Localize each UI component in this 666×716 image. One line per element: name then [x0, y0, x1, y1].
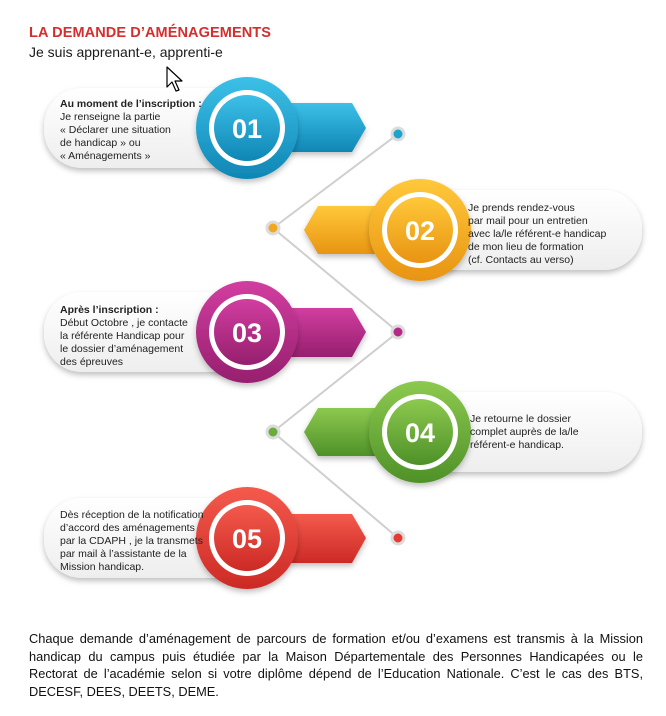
step-03-text	[60, 304, 210, 369]
step-02-text	[468, 202, 638, 267]
page-title: LA DEMANDE D’AMÉNAGEMENTS	[29, 25, 272, 41]
step-number-04: 04	[404, 418, 436, 448]
step-01-text	[60, 98, 210, 163]
page-subtitle: Je suis apprenant-e, apprenti-e	[29, 44, 223, 60]
step-number-01: 01	[231, 114, 263, 144]
step-02-body: Je prends rendez-vous par mail pour un entretien avec la/le référent-e handicap de mon lieu de formation (cf. Contacts au verso)	[468, 202, 607, 266]
step-number-05: 05	[231, 524, 263, 554]
footer-paragraph: Chaque demande d’aménagement de parcours de formation et/ou d’examens est transmis à la Mission handicap du campus puis étudiée par la Maison Départementale des Personnes Handicapées ou le Rectorat de l’académie selon si votre diplôme dépend de l’Education Nationale. C’est le cas des BTS, DECESF, DEES, DEETS, DEME.	[29, 631, 643, 699]
step-01-body: Je renseigne la partie « Déclarer une situation de handicap » ou « Aménagements »	[60, 111, 171, 162]
step-04-body: Je retourne le dossier complet auprès de la/le référent-e handicap.	[470, 413, 579, 451]
step-number-02: 02	[404, 216, 436, 246]
step-number-03: 03	[231, 318, 263, 348]
mouse-cursor-icon	[166, 66, 186, 94]
step-05-body: Dès réception de la notification d’accord des aménagements par la CDAPH , je la transmets par mail à l’assistante de la Mission handicap.	[60, 509, 204, 573]
step-04-text	[470, 413, 635, 452]
step-03-body: Début Octobre , je contacte la référente Handicap pour le dossier d’aménagement des épreuves	[60, 317, 188, 368]
step-03-lead: Après l’inscription :	[60, 304, 159, 316]
step-01-lead: Au moment de l’inscription :	[60, 98, 202, 110]
step-05-text	[60, 509, 210, 574]
